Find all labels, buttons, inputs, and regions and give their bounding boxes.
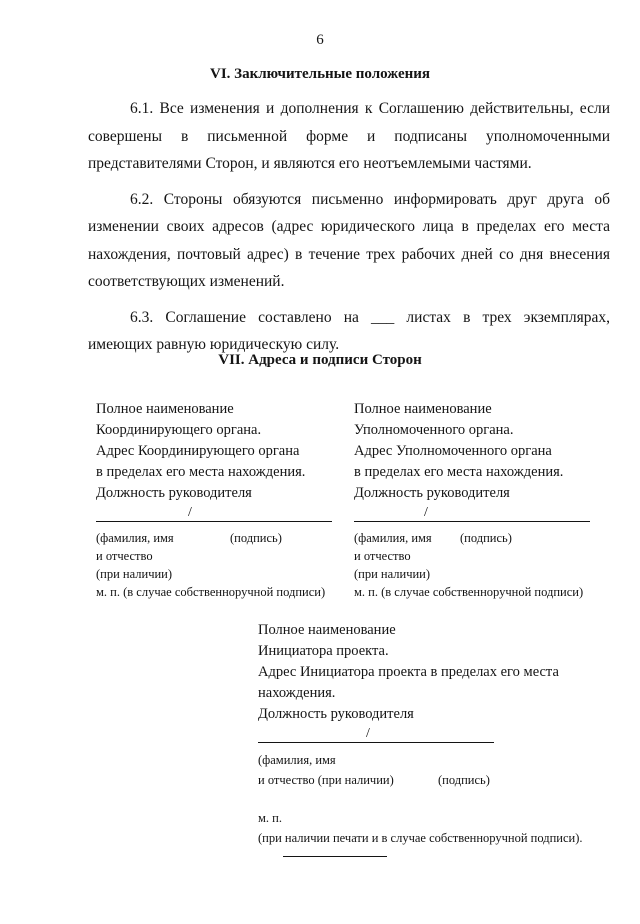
fio-caption-note: (при наличии) xyxy=(96,567,173,581)
authorized-signature-captions xyxy=(354,529,604,601)
stamp-caption: м. п. xyxy=(258,811,282,825)
fio-caption: (фамилия, имя xyxy=(258,753,336,767)
initiator-block xyxy=(258,620,608,848)
initiator-position-label: Должность руководителя xyxy=(258,706,414,722)
coordinator-position-label: Должность руководителя xyxy=(96,485,252,501)
fio-caption: (фамилия, имя xyxy=(96,531,174,545)
coordinator-signature-line xyxy=(96,504,346,524)
section-7-title: VII. Адреса и подписи Сторон xyxy=(218,352,422,368)
authorized-signature-line xyxy=(354,504,604,524)
fio-caption-note: (при наличии) xyxy=(354,567,431,581)
clause-6-2: 6.2. Стороны обязуются письменно информировать друг друга об изменении своих адресов (адрес юридического лица в пределах его места нахождения, почтовый адрес) в течение трех рабочих дней со дня внесения соответствующих изменений. xyxy=(88,190,610,290)
coordinator-name-label: Полное наименование xyxy=(96,401,234,417)
initiator-address-label: Адрес Инициатора проекта в пределах его места xyxy=(258,664,559,680)
section-6-title: VI. Заключительные положения xyxy=(210,66,430,82)
signature-underline xyxy=(354,521,590,522)
fio-caption-cont: и отчество xyxy=(96,549,153,563)
initiator-org-label: Инициатора проекта. xyxy=(258,643,389,659)
page-number: 6 xyxy=(316,32,324,48)
signature-underline xyxy=(96,521,332,522)
authorized-position-label: Должность руководителя xyxy=(354,485,510,501)
initiator-signature-captions xyxy=(258,750,608,848)
sign-caption: (подпись) xyxy=(438,773,490,787)
clause-6-1: 6.1. Все изменения и дополнения к Соглашению действительны, если совершены в письменной форме и подписаны уполномоченными представителями Сторон, и являются его неотъемлемыми частями. xyxy=(88,100,610,172)
clause-6-3: 6.3. Соглашение составлено на ___ листах в трех экземплярах, имеющих равную юридическую силу. xyxy=(88,308,610,353)
initiator-signature-line xyxy=(258,725,608,745)
signature-slash: / xyxy=(366,726,370,741)
coordinator-address-label: Адрес Координирующего органа xyxy=(96,443,300,459)
stamp-caption: м. п. (в случае собственноручной подписи) xyxy=(354,585,584,599)
sign-caption: (подпись) xyxy=(460,531,512,545)
signature-underline xyxy=(258,742,494,743)
coordinator-signature-captions xyxy=(96,529,346,601)
authorized-block xyxy=(354,399,604,601)
authorized-address-label: Адрес Уполномоченного органа xyxy=(354,443,552,459)
authorized-address-location: в пределах его места нахождения. xyxy=(354,464,564,480)
fio-caption-cont: и отчество xyxy=(354,549,411,563)
fio-caption-cont: и отчество (при наличии) xyxy=(258,773,394,787)
signature-slash: / xyxy=(424,505,428,520)
authorized-org-label: Уполномоченного органа. xyxy=(354,422,514,438)
footer-rule xyxy=(283,856,387,857)
authorized-name-label: Полное наименование xyxy=(354,401,492,417)
coordinator-address-location: в пределах его места нахождения. xyxy=(96,464,306,480)
coordinator-org-label: Координирующего органа. xyxy=(96,422,262,438)
signature-slash: / xyxy=(188,505,192,520)
section-6-body xyxy=(88,95,610,359)
stamp-note: (при наличии печати и в случае собственноручной подписи). xyxy=(258,831,583,845)
stamp-caption: м. п. (в случае собственноручной подписи) xyxy=(96,585,326,599)
sign-caption: (подпись) xyxy=(230,531,282,545)
initiator-address-location: нахождения. xyxy=(258,685,336,701)
initiator-name-label: Полное наименование xyxy=(258,622,396,638)
coordinator-block xyxy=(96,399,346,601)
fio-caption: (фамилия, имя xyxy=(354,531,432,545)
